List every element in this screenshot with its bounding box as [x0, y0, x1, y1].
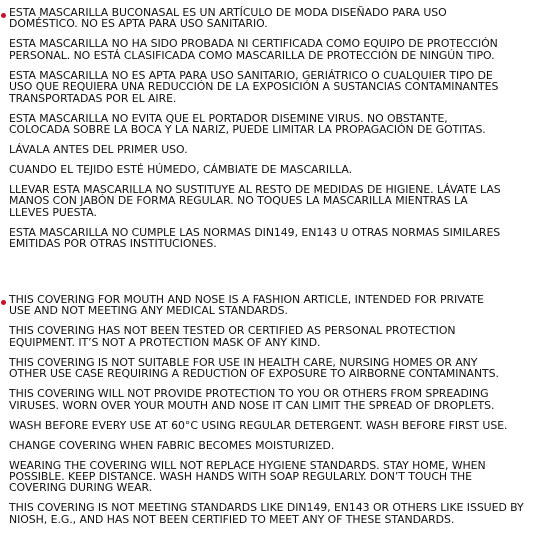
spanish-paragraph: LLEVAR ESTA MASCARILLA NO SUSTITUYE AL RESTO DE MEDIDAS DE HIGIENE. LÁVATE LAS MANOS CON JABÓN DE FORMA REGULAR. NO TOQUES LA MASCARILLA MIENTRAS LA LLEVES PUESTA.: [9, 183, 501, 219]
english-paragraph: THIS COVERING FOR MOUTH AND NOSE IS A FASHION ARTICLE, INTENDED FOR PRIVATE USE AND NOT MEETING ANY MEDICAL STANDARDS.: [9, 293, 484, 318]
english-paragraph: THIS COVERING IS NOT MEETING STANDARDS LIKE DIN149, EN143 OR OTHERS LIKE ISSUED BY NIOSH, E.G., AND HAS NOT BEEN CERTIFIED TO MEET ANY OF THESE STANDARDS.: [9, 501, 524, 526]
bullet-icon: [1, 300, 6, 305]
spanish-paragraph: ESTA MASCARILLA NO HA SIDO PROBADA NI CERTIFICADA COMO EQUIPO DE PROTECCIÓN PERSONAL. NO ESTÁ CLASIFICADA COMO MASCARILLA DE PROTECCIÓN DE NINGÚN TIPO.: [9, 37, 498, 62]
spanish-paragraph: ESTA MASCARILLA NO EVITA QUE EL PORTADOR DISEMINE VIRUS. NO OBSTANTE, COLOCADA SOBRE LA BOCA Y LA NARIZ, PUEDE LIMITAR LA PROPAGACIÓN DE GOTITAS.: [9, 111, 486, 137]
english-paragraph: WASH BEFORE EVERY USE AT 60°C USING REGULAR DETERGENT. WASH BEFORE FIRST USE.: [9, 418, 508, 432]
english-paragraph: CHANGE COVERING WHEN FABRIC BECOMES MOISTURIZED.: [9, 438, 335, 452]
spanish-paragraph: LÁVALA ANTES DEL PRIMER USO.: [9, 143, 188, 157]
english-notice: [0, 294, 550, 534]
english-paragraph: WEARING THE COVERING WILL NOT REPLACE HYGIENE STANDARDS. STAY HOME, WHEN POSSIBLE. KEEP DISTANCE. WASH HANDS WITH SOAP REGULARLY. DON’T TOUCH THE COVERING DURING WEAR.: [9, 458, 486, 495]
spanish-paragraph: ESTA MASCARILLA BUCONASAL ES UN ARTÍCULO DE MODA DISEÑADO PARA USO DOMÉSTICO. NO ES APTA PARA USO SANITARIO.: [9, 6, 447, 31]
spanish-paragraph: ESTA MASCARILLA NO ES APTA PARA USO SANITARIO, GERIÁTRICO O CUALQUIER TIPO DE USO QUE REQUIERA UNA REDUCCIÓN DE LA EXPOSICIÓN A SUSTANCIAS CONTAMINANTES TRANSPORTADAS POR EL AIRE.: [9, 68, 499, 105]
english-paragraph: THIS COVERING IS NOT SUITABLE FOR USE IN HEALTH CARE, NURSING HOMES OR ANY OTHER USE CASE REQUIRING A REDUCTION OF EXPOSURE TO AIRBORNE CONTAMINANTS.: [9, 355, 499, 381]
spanish-paragraph: CUANDO EL TEJIDO ESTÉ HÚMEDO, CÁMBIATE DE MASCARILLA.: [9, 163, 352, 177]
english-paragraph: THIS COVERING WILL NOT PROVIDE PROTECTION TO YOU OR OTHERS FROM SPREADING VIRUSES. WORN OVER YOUR MOUTH AND NOSE IT CAN LIMIT THE SPREAD OF DROPLETS.: [9, 387, 495, 412]
english-paragraph: THIS COVERING HAS NOT BEEN TESTED OR CERTIFIED AS PERSONAL PROTECTION EQUIPMENT. IT’S NOT A PROTECTION MASK OF ANY KIND.: [9, 324, 456, 349]
bullet-icon: [1, 13, 6, 18]
spanish-notice: [0, 7, 550, 258]
spanish-paragraph: ESTA MASCARILLA NO CUMPLE LAS NORMAS DIN149, EN143 U OTRAS NORMAS SIMILARES EMITIDAS POR OTRAS INSTITUCIONES.: [9, 225, 501, 251]
